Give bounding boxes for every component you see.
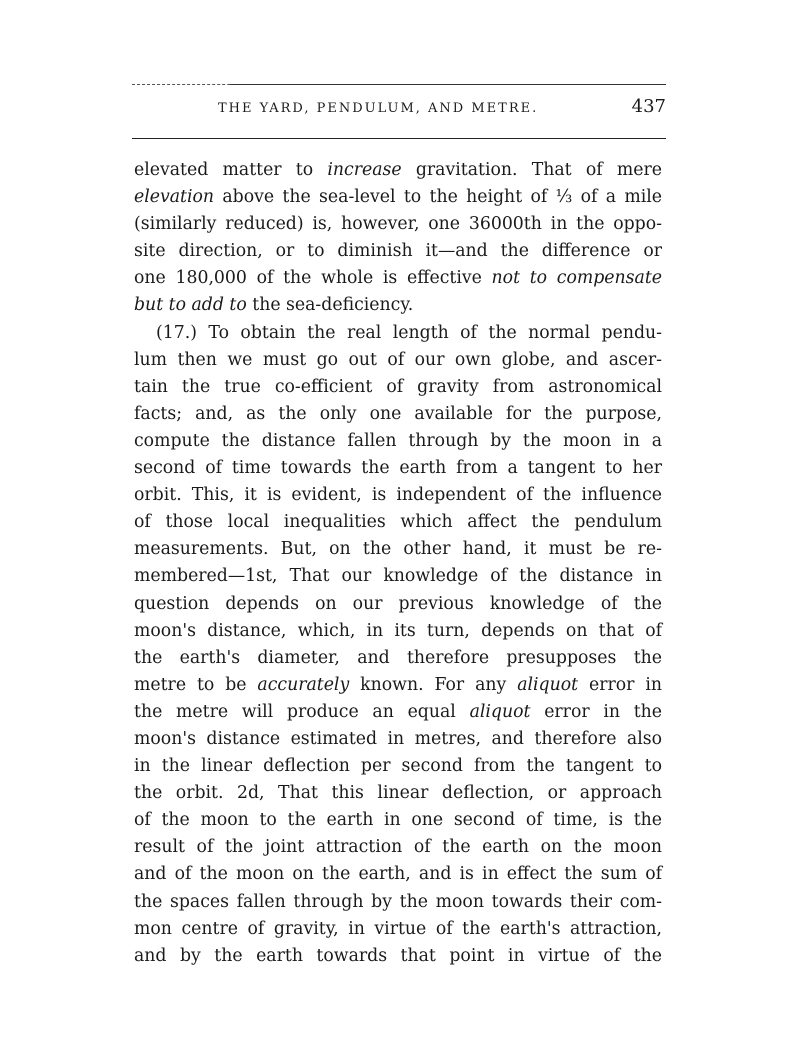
text-line bbox=[134, 347, 662, 374]
page-number: 437 bbox=[631, 96, 666, 117]
text-line bbox=[134, 455, 662, 482]
text-line bbox=[134, 943, 662, 970]
text-line bbox=[134, 428, 662, 455]
text-segment: second of time towards the earth from a tangent to her bbox=[134, 458, 662, 479]
text-segment: above the sea-level to the height of ⅓ of a mile bbox=[214, 187, 662, 208]
running-title: THE YARD, PENDULUM, AND METRE. bbox=[218, 101, 539, 116]
italic-text-segment: but to add to bbox=[134, 295, 247, 316]
text-segment: and by the earth towards that point in virtue of the bbox=[134, 945, 662, 966]
text-segment: lum then we must go out of our own globe, and ascer- bbox=[134, 349, 662, 370]
text-segment: and of the moon on the earth, and is in effect the sum of bbox=[134, 864, 662, 885]
text-line bbox=[134, 184, 662, 211]
text-segment: of the moon to the earth in one second of time, is the bbox=[134, 810, 662, 831]
text-line bbox=[134, 238, 662, 265]
italic-text-segment: increase bbox=[327, 160, 402, 180]
text-segment: the sea-deficiency. bbox=[246, 295, 414, 316]
text-segment: the earth's diameter, and therefore presupposes the bbox=[134, 647, 662, 668]
text-segment: orbit. This, it is evident, is independent of the influence bbox=[134, 485, 662, 506]
text-line bbox=[134, 591, 662, 618]
running-head bbox=[132, 96, 666, 126]
text-segment: membered—1st, That our knowledge of the distance in bbox=[134, 566, 662, 587]
text-segment: moon's distance, which, in its turn, depends on that of bbox=[134, 620, 662, 641]
text-line bbox=[134, 401, 662, 428]
text-line bbox=[134, 563, 662, 590]
text-line bbox=[134, 807, 662, 834]
text-line bbox=[134, 211, 662, 238]
text-line bbox=[134, 889, 662, 916]
text-segment: the spaces fallen through by the moon towards their com- bbox=[134, 891, 662, 912]
text-segment: measurements. But, on the other hand, it must be re- bbox=[134, 539, 662, 560]
text-line bbox=[134, 916, 662, 943]
italic-text-segment: aliquot bbox=[469, 701, 531, 722]
text-line bbox=[134, 157, 662, 184]
text-segment: the orbit. 2d, That this linear deflection, or approach bbox=[134, 783, 662, 804]
text-line bbox=[134, 672, 662, 699]
italic-text-segment: not to compensate bbox=[491, 268, 662, 289]
italic-text-segment: aliquot bbox=[517, 674, 579, 695]
italic-text-segment: elevation bbox=[134, 187, 215, 208]
text-segment: error in the bbox=[530, 701, 663, 722]
text-line bbox=[134, 292, 662, 319]
text-segment: metre to be bbox=[134, 674, 258, 695]
italic-text-segment: accurately bbox=[257, 674, 350, 695]
text-segment: (17.) To obtain the real length of the normal pendu- bbox=[156, 322, 662, 343]
text-line bbox=[134, 726, 662, 753]
text-segment: question depends on our previous knowledge of the bbox=[134, 593, 662, 614]
text-line bbox=[134, 861, 662, 888]
text-segment: compute the distance fallen through by the moon in a bbox=[134, 430, 662, 451]
text-segment: known. For any bbox=[349, 674, 518, 695]
text-line bbox=[134, 834, 662, 861]
text-segment: in the linear deflection per second from the tangent to bbox=[134, 756, 662, 777]
text-line bbox=[134, 482, 662, 509]
text-segment: of those local inequalities which affect the pendulum bbox=[134, 512, 662, 533]
body-text bbox=[134, 157, 662, 970]
text-line bbox=[134, 699, 662, 726]
text-segment: one 180,000 of the whole is effective bbox=[134, 268, 492, 289]
text-line bbox=[134, 780, 662, 807]
text-segment: site direction, or to diminish it—and the difference or bbox=[134, 241, 662, 262]
text-line bbox=[134, 320, 662, 347]
text-line bbox=[134, 536, 662, 563]
text-segment: gravitation. That of mere bbox=[401, 160, 662, 180]
text-segment: (similarly reduced) is, however, one 36000th in the oppo- bbox=[134, 214, 662, 235]
text-line bbox=[134, 753, 662, 780]
text-segment: facts; and, as the only one available for the purpose, bbox=[134, 403, 662, 424]
text-segment: moon's distance estimated in metres, and therefore also bbox=[134, 728, 662, 749]
text-line bbox=[134, 645, 662, 672]
text-line bbox=[134, 509, 662, 536]
text-line bbox=[134, 618, 662, 645]
text-segment: elevated matter to bbox=[134, 160, 328, 180]
text-segment: mon centre of gravity, in virtue of the earth's attraction, bbox=[134, 918, 662, 939]
text-segment: the metre will produce an equal bbox=[134, 701, 470, 722]
text-segment: error in bbox=[578, 674, 662, 695]
text-segment: result of the joint attraction of the earth on the moon bbox=[134, 837, 662, 858]
text-line bbox=[134, 374, 662, 401]
header-top-rule bbox=[230, 84, 666, 85]
text-line bbox=[134, 265, 662, 292]
header-bottom-rule bbox=[132, 138, 666, 139]
text-segment: tain the true co-efficient of gravity from astronomical bbox=[134, 376, 662, 397]
